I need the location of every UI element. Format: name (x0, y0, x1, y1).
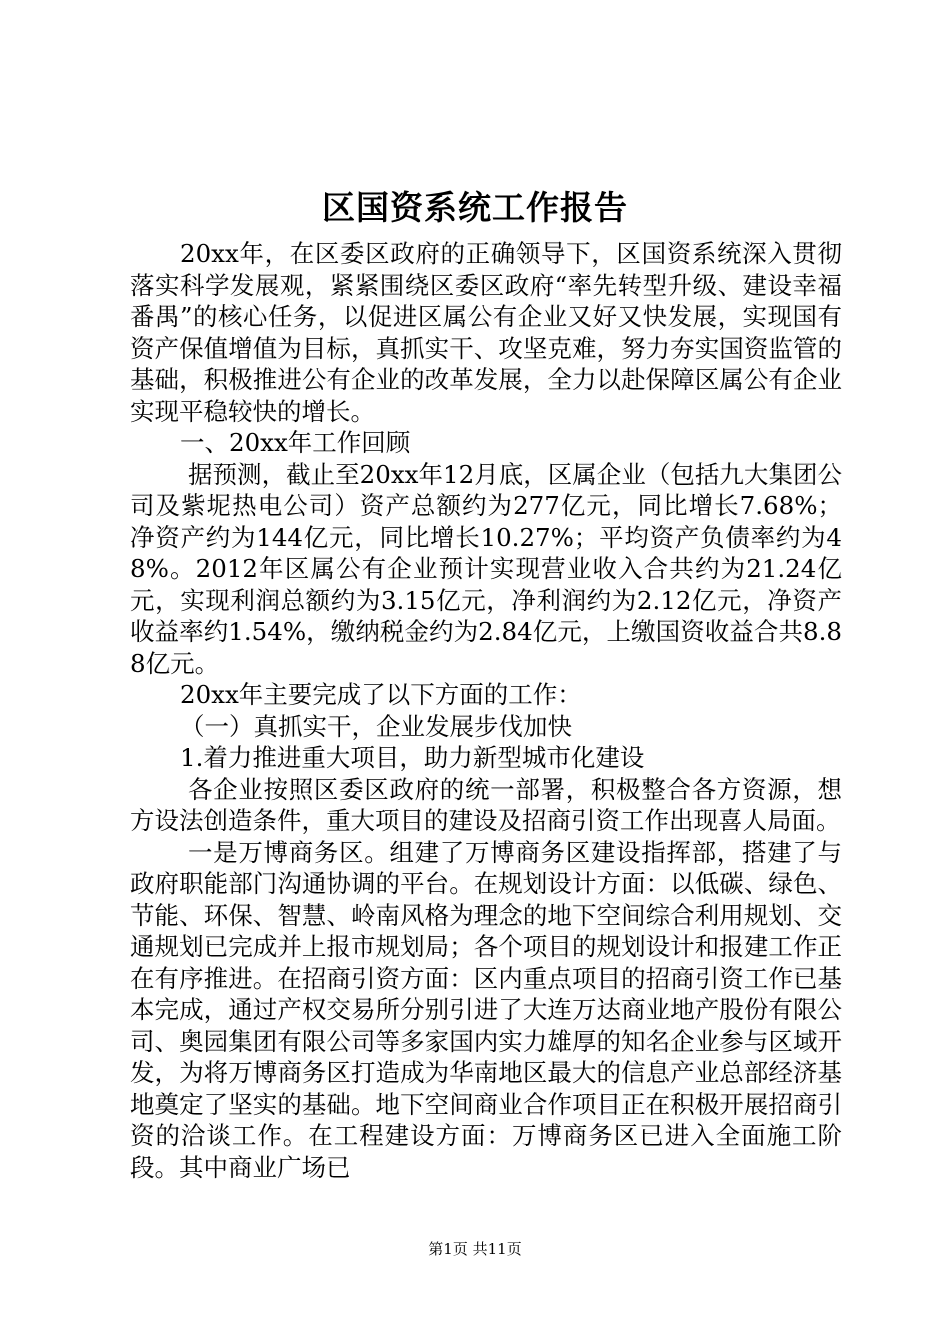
section-heading-review: 一、20xx年工作回顾 (180, 428, 411, 457)
paragraph-forecast: 据预测，截止至20xx年12月底，区属企业（包括九大集团公司及紫坭热电公司）资产总额约为277亿元，同比增长7.68%；净资产约为144亿元，同比增长10.27%；平均资产负债率约为48%。2012年区属公有企业预计实现营业收入合共约为21.24亿元，实现利润总额约为3.15亿元，净利润约为2.12亿元，净资产收益率约1.54%，缴纳税金约为2.84亿元，上缴国资收益合共8.88亿元。 (130, 459, 842, 678)
paragraph-intro: 20xx年，在区委区政府的正确领导下，区国资系统深入贯彻落实科学发展观，紧紧围绕区委区政府“率先转型升级、建设幸福番禺”的核心任务，以促进区属公有企业又好又快发展，实现国有资产保值增值为目标，真抓实干、攻坚克难，努力夯实国资监管的基础，积极推进公有企业的改革发展，全力以赴保障区属公有企业实现平稳较快的增长。 (130, 239, 842, 426)
document-title: 区国资系统工作报告 (322, 188, 628, 227)
paragraph-wanbo: 一是万博商务区。组建了万博商务区建设指挥部，搭建了与政府职能部门沟通协调的平台。在规划设计方面：以低碳、绿色、节能、环保、智慧、岭南风格为理念的地下空间综合利用规划、交通规划已完成并上报市规划局；各个项目的规划设计和报建工作正在有序推进。在招商引资方面：区内重点项目的招商引资工作已基本完成，通过产权交易所分别引进了大连万达商业地产股份有限公司、奥园集团有限公司等多家国内实力雄厚的知名企业参与区域开发，为将万博商务区打造成为华南地区最大的信息产业总部经济基地奠定了坚实的基础。地下空间商业合作项目正在积极开展招商引资的洽谈工作。在工程建设方面：万博商务区已进入全面施工阶段。其中商业广场已 (130, 837, 842, 1182)
document-body (130, 238, 842, 1183)
paragraph-work-summary: 20xx年主要完成了以下方面的工作： (180, 680, 582, 709)
subsection-heading-1: （一）真抓实干，企业发展步伐加快 (180, 711, 572, 741)
paragraph-projects: 各企业按照区委区政府的统一部署，积极整合各方资源，想方设法创造条件，重大项目的建设及招商引资工作出现喜人局面。 (130, 774, 842, 835)
page-footer: 第1页 共11页 (428, 1240, 522, 1258)
item-heading-1: 1.着力推进重大项目，助力新型城市化建设 (180, 743, 645, 772)
